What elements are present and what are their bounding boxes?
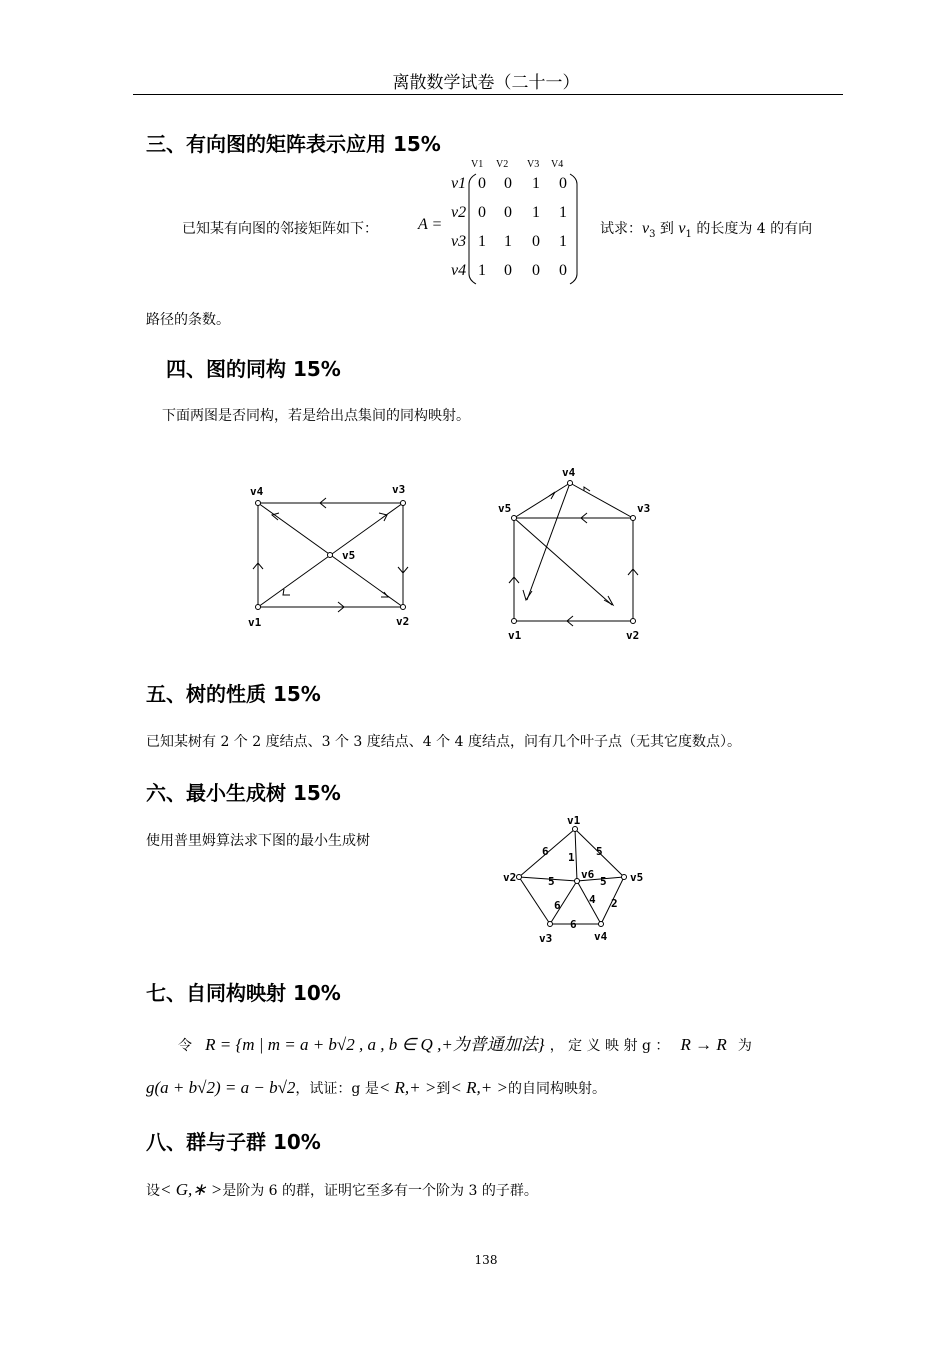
- vertex: [599, 922, 604, 927]
- col-header: V3: [527, 159, 540, 170]
- g1-label-v2: v2: [396, 615, 410, 628]
- g2-label-v5: v5: [498, 502, 512, 515]
- g1-label-v1: v1: [248, 616, 262, 629]
- sec3-lead: 已知某有向图的邻接矩阵如下：: [182, 221, 378, 237]
- sec6-text: 使用普里姆算法求下图的最小生成树: [146, 833, 370, 849]
- vertex: [512, 619, 517, 624]
- vertex: [568, 481, 573, 486]
- sec8-text: 设< G,∗ >是阶为 6 的群，证明它至多有一个阶为 3 的子群。: [146, 1180, 538, 1199]
- matrix-cell: 0: [478, 204, 486, 221]
- graph-2-vertices: [512, 481, 636, 624]
- section-4-title: 四、图的同构 15%: [166, 357, 341, 381]
- g1-label-v3: v3: [392, 483, 406, 496]
- mst-weight: 5: [600, 875, 607, 888]
- matrix-cell: 1: [504, 233, 512, 250]
- mst-label-v5: v5: [630, 871, 644, 884]
- row-header: v2: [451, 204, 467, 221]
- g1-label-v5: v5: [342, 549, 356, 562]
- sec7-line-2: g(a + b√2) = a − b√2，试证：g 是< R,+ >到< R,+ >的自同构映射。: [146, 1078, 606, 1097]
- vertex: [256, 605, 261, 610]
- section-7-title: 七、自同构映射 10%: [146, 981, 341, 1005]
- page-header: 离散数学试卷（二十一）: [392, 73, 580, 93]
- col-header: V1: [471, 159, 484, 170]
- g2-label-v3: v3: [637, 502, 651, 515]
- matrix-cell: 1: [532, 204, 540, 221]
- section-8-title: 八、群与子群 10%: [146, 1130, 321, 1154]
- g2-label-v2: v2: [626, 629, 640, 642]
- matrix-cell: 1: [532, 175, 540, 192]
- graph-2: [509, 483, 638, 626]
- mst-weight: 6: [542, 845, 549, 858]
- mst-weight: 6: [554, 899, 561, 912]
- vertex: [512, 516, 517, 521]
- g2-label-v1: v1: [508, 629, 522, 642]
- matrix-cell: 1: [559, 204, 567, 221]
- matrix-name: A =: [418, 216, 443, 233]
- vertex: [631, 619, 636, 624]
- page-number: 138: [474, 1253, 498, 1267]
- sec7-line-1: 令 R = {m | m = a + b√2 , a , b ∈ Q ,+为普通加法} ， 定 义 映 射 g ： R → R 为: [178, 1035, 752, 1054]
- vertex: [328, 553, 333, 558]
- mst-weight: 2: [611, 897, 618, 910]
- mst-weight: 5: [596, 845, 603, 858]
- matrix-cell: 0: [478, 175, 486, 192]
- sec3-question: 试求：$v_3$ 到 $v_1$ 的长度为 4 的有向: [600, 220, 813, 240]
- g2-label-v4: v4: [562, 466, 576, 479]
- mst-label-v4: v4: [594, 930, 608, 943]
- mst-label-v2: v2: [503, 871, 517, 884]
- matrix-cell: 0: [504, 175, 512, 192]
- vertex: [548, 922, 553, 927]
- matrix-cell: 0: [559, 175, 567, 192]
- matrix-cell: 1: [478, 233, 486, 250]
- mst-vertices: [517, 827, 627, 927]
- matrix-cell: 0: [504, 204, 512, 221]
- vertex: [622, 875, 627, 880]
- matrix-cell: 0: [559, 262, 567, 279]
- mst-label-v1: v1: [567, 814, 581, 827]
- matrix-cell: 0: [504, 262, 512, 279]
- mst-weight: 5: [548, 875, 555, 888]
- vertex: [401, 605, 406, 610]
- matrix-cell: 0: [532, 262, 540, 279]
- vertex: [573, 827, 578, 832]
- sec4-text: 下面两图是否同构，若是给出点集间的同构映射。: [162, 408, 470, 424]
- col-header: V2: [496, 159, 509, 170]
- g1-label-v4: v4: [250, 485, 264, 498]
- mst-graph: [519, 829, 624, 924]
- mst-label-v6: v6: [581, 868, 595, 881]
- section-6-title: 六、最小生成树 15%: [146, 781, 341, 805]
- col-header: V4: [551, 159, 564, 170]
- mst-weight: 6: [570, 918, 577, 931]
- mst-weight: 1: [568, 851, 575, 864]
- vertex: [575, 879, 580, 884]
- vertex: [517, 875, 522, 880]
- row-header: v4: [451, 262, 467, 279]
- row-header: v1: [451, 175, 467, 192]
- row-header: v3: [451, 233, 467, 250]
- mst-label-v3: v3: [539, 932, 553, 945]
- vertex: [631, 516, 636, 521]
- section-3-title: 三、有向图的矩阵表示应用 15%: [146, 132, 441, 156]
- matrix-cell: 1: [559, 233, 567, 250]
- vertex: [401, 501, 406, 506]
- sec3-tail: 路径的条数。: [146, 312, 230, 328]
- matrix-cell: 0: [532, 233, 540, 250]
- sec5-text: 已知某树有 2 个 2 度结点、3 个 3 度结点、4 个 4 度结点，问有几个叶子点（无其它度数点）。: [146, 734, 741, 750]
- vertex: [256, 501, 261, 506]
- matrix-cell: 1: [478, 262, 486, 279]
- section-5-title: 五、树的性质 15%: [146, 682, 321, 706]
- mst-weight: 4: [589, 893, 596, 906]
